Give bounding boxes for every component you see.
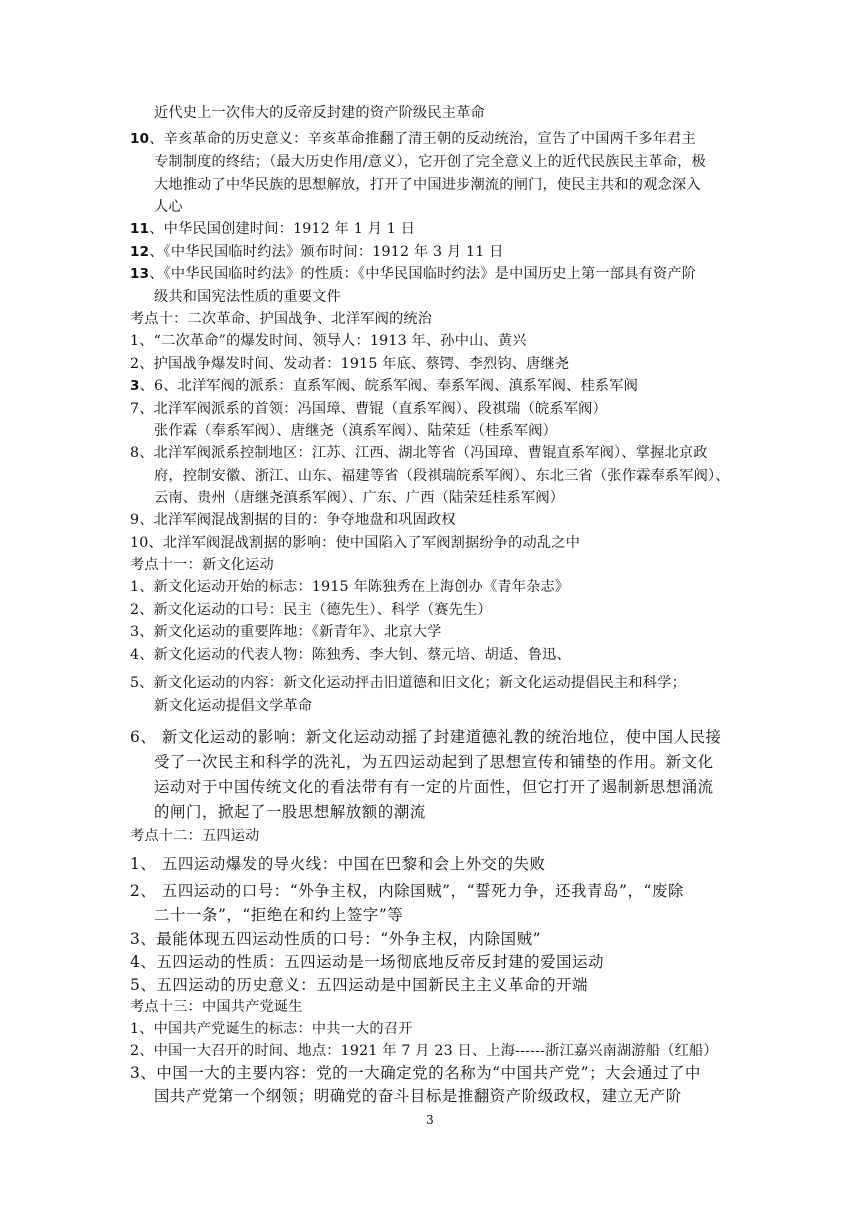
text-line bbox=[154, 466, 730, 486]
text-line bbox=[154, 421, 557, 441]
text-line bbox=[154, 103, 485, 123]
text-line bbox=[130, 854, 546, 874]
line-text: 10、北洋军阀混战割据的影响：使中国陷入了军阀割据纷争的动乱之中 bbox=[130, 535, 581, 551]
line-text: 、6、北洋军阀的派系：直系军阀、皖系军阀、奉系军阀、滇系军阀、桂系军阀 bbox=[139, 378, 638, 394]
line-text: 4、五四运动的性质：五四运动是一场彻底地反帝反封建的爱国运动 bbox=[130, 953, 605, 971]
line-text: 的闸门，掀起了一股思想解放额的潮流 bbox=[154, 803, 426, 821]
text-line bbox=[154, 175, 701, 195]
line-text: 2、中国一大召开的时间、地点：1921 年 7 月 23 日、上海------浙江嘉兴南湖游船（红船） bbox=[130, 1043, 718, 1059]
line-text: 6、 新文化运动的影响：新文化运动动摇了封建道德礼教的统治地位，使中国人民接 bbox=[130, 728, 722, 746]
line-text: 5、新文化运动的内容：新文化运动抨击旧道德和旧文化；新文化运动提倡民主和科学； bbox=[130, 675, 686, 691]
line-text: 大地推动了中华民族的思想解放，打开了中国进步潮流的闸门，使民主共和的观念深入 bbox=[154, 177, 701, 193]
text-line bbox=[154, 488, 564, 508]
line-text: 专制制度的终结；（最大历史作用/意义），它开创了完全意义上的近代民族民主革命，极 bbox=[154, 154, 706, 170]
line-text: 、中华民国创建时间：1912 年 1 月 1 日 bbox=[149, 221, 416, 237]
text-line bbox=[130, 673, 686, 693]
item-number: 13 bbox=[130, 266, 150, 282]
text-line bbox=[130, 219, 415, 239]
line-text: 、辛亥革命的历史意义：辛亥革命推翻了清王朝的反动统治，宣告了中国两千多年君主 bbox=[149, 131, 696, 147]
line-text: 考点十三：中国共产党诞生 bbox=[130, 999, 303, 1015]
line-text: 考点十二：五四运动 bbox=[130, 828, 260, 844]
line-text: 国共产党第一个纲领；明确党的奋斗目标是推翻资产阶级政权，建立无产阶 bbox=[154, 1087, 682, 1105]
text-line bbox=[154, 777, 714, 797]
text-line bbox=[130, 975, 588, 995]
line-text: 5、五四运动的历史意义：五四运动是中国新民主主义革命的开端 bbox=[130, 976, 589, 994]
line-text: 考点十一：新文化运动 bbox=[130, 557, 274, 573]
text-line bbox=[130, 1019, 413, 1039]
text-line bbox=[154, 752, 714, 772]
line-text: 级共和国宪法性质的重要文件 bbox=[154, 289, 342, 305]
line-text: 张作霖（奉系军阀）、唐继尧（滇系军阀）、陆荣廷（桂系军阀） bbox=[154, 423, 558, 439]
text-line bbox=[154, 152, 706, 172]
text-line bbox=[130, 399, 607, 419]
line-text: 人心 bbox=[154, 199, 183, 215]
text-line bbox=[130, 929, 541, 949]
text-line bbox=[130, 997, 303, 1017]
text-line bbox=[130, 881, 684, 901]
text-line bbox=[154, 802, 426, 822]
text-line bbox=[130, 555, 274, 575]
text-line bbox=[130, 331, 527, 351]
text-line bbox=[130, 376, 638, 396]
item-number: 10 bbox=[130, 131, 150, 147]
text-line bbox=[130, 443, 708, 463]
line-text: 1、 五四运动爆发的导火线：中国在巴黎和会上外交的失败 bbox=[130, 855, 546, 873]
text-line bbox=[130, 264, 696, 284]
text-line bbox=[154, 287, 341, 307]
text-line bbox=[130, 129, 696, 149]
line-text: 受了一次民主和科学的洗礼，为五四运动起到了思想宣传和铺垫的作用。新文化 bbox=[154, 753, 714, 771]
text-line bbox=[130, 826, 260, 846]
text-line bbox=[130, 600, 492, 620]
text-line bbox=[130, 622, 442, 642]
text-line bbox=[130, 354, 569, 374]
line-text: 1、“二次革命”的爆发时间、领导人：1913 年、孙中山、黄兴 bbox=[130, 333, 527, 349]
text-line bbox=[154, 197, 183, 217]
line-text: 运动对于中国传统文化的看法带有有一定的片面性，但它打开了遏制新思想涌流 bbox=[154, 778, 714, 796]
text-line bbox=[130, 309, 432, 329]
text-line bbox=[154, 696, 312, 716]
line-text: 3、最能体现五四运动性质的口号：“外争主权，内除国贼” bbox=[130, 930, 542, 948]
text-line bbox=[130, 727, 722, 747]
line-text: 7、北洋军阀派系的首领：冯国璋、曹锟（直系军阀）、段祺瑞（皖系军阀） bbox=[130, 401, 607, 417]
line-text: 2、护国战争爆发时间、发动者：1915 年底、蔡锷、李烈钧、唐继尧 bbox=[130, 356, 570, 372]
item-number: 12 bbox=[130, 244, 150, 260]
line-text: 考点十：二次革命、护国战争、北洋军阀的统治 bbox=[130, 311, 433, 327]
text-line bbox=[130, 1041, 718, 1061]
text-line bbox=[154, 1086, 682, 1106]
text-line bbox=[130, 1063, 701, 1083]
line-text: 、《中华民国临时约法》的性质：《中华民国临时约法》是中国历史上第一部具有资产阶 bbox=[149, 266, 697, 282]
text-line bbox=[130, 510, 456, 530]
page-number: 3 bbox=[426, 1113, 434, 1127]
line-text: 、《中华民国临时约法》颁布时间：1912 年 3 月 11 日 bbox=[149, 244, 504, 260]
line-text: 4、新文化运动的代表人物：陈独秀、李大钊、蔡元培、胡适、鲁迅、 bbox=[130, 647, 571, 663]
line-text: 二十一条”，“拒绝在和约上签字”等 bbox=[154, 906, 404, 924]
text-line bbox=[130, 242, 504, 262]
line-text: 8、北洋军阀派系控制地区：江苏、江西、湖北等省（冯国璋、曹锟直系军阀）、掌握北京政 bbox=[130, 445, 708, 461]
line-text: 云南、贵州（唐继尧滇系军阀）、广东、广西（陆荣廷桂系军阀） bbox=[154, 490, 565, 506]
line-text: 1、中国共产党诞生的标志：中共一大的召开 bbox=[130, 1021, 413, 1037]
line-text: 9、北洋军阀混战割据的目的：争夺地盘和巩固政权 bbox=[130, 512, 456, 528]
line-text: 3、中国一大的主要内容：党的一大确定党的名称为“中国共产党”；大会通过了中 bbox=[130, 1064, 702, 1082]
text-line bbox=[154, 905, 403, 925]
text-line bbox=[130, 952, 604, 972]
line-text: 2、新文化运动的口号：民主（德先生）、科学（赛先生） bbox=[130, 602, 492, 618]
line-text: 3、新文化运动的重要阵地：《新青年》、北京大学 bbox=[130, 624, 442, 640]
line-text: 新文化运动提倡文学革命 bbox=[154, 698, 313, 714]
line-text: 近代史上一次伟大的反帝反封建的资产阶级民主革命 bbox=[154, 105, 485, 121]
text-line bbox=[130, 577, 569, 597]
text-line bbox=[130, 533, 580, 553]
item-number: 11 bbox=[130, 221, 150, 237]
line-text: 1、新文化运动开始的标志：1915 年陈独秀在上海创办《青年杂志》 bbox=[130, 579, 570, 595]
line-text: 2、 五四运动的口号：“外争主权，内除国贼”，“誓死力争，还我青岛”，“废除 bbox=[130, 882, 684, 900]
item-number: 3 bbox=[130, 378, 140, 394]
line-text: 府，控制安徽、浙江、山东、福建等省（段祺瑞皖系军阀）、东北三省（张作霖奉系军阀）、 bbox=[154, 468, 730, 484]
text-line bbox=[130, 645, 571, 665]
